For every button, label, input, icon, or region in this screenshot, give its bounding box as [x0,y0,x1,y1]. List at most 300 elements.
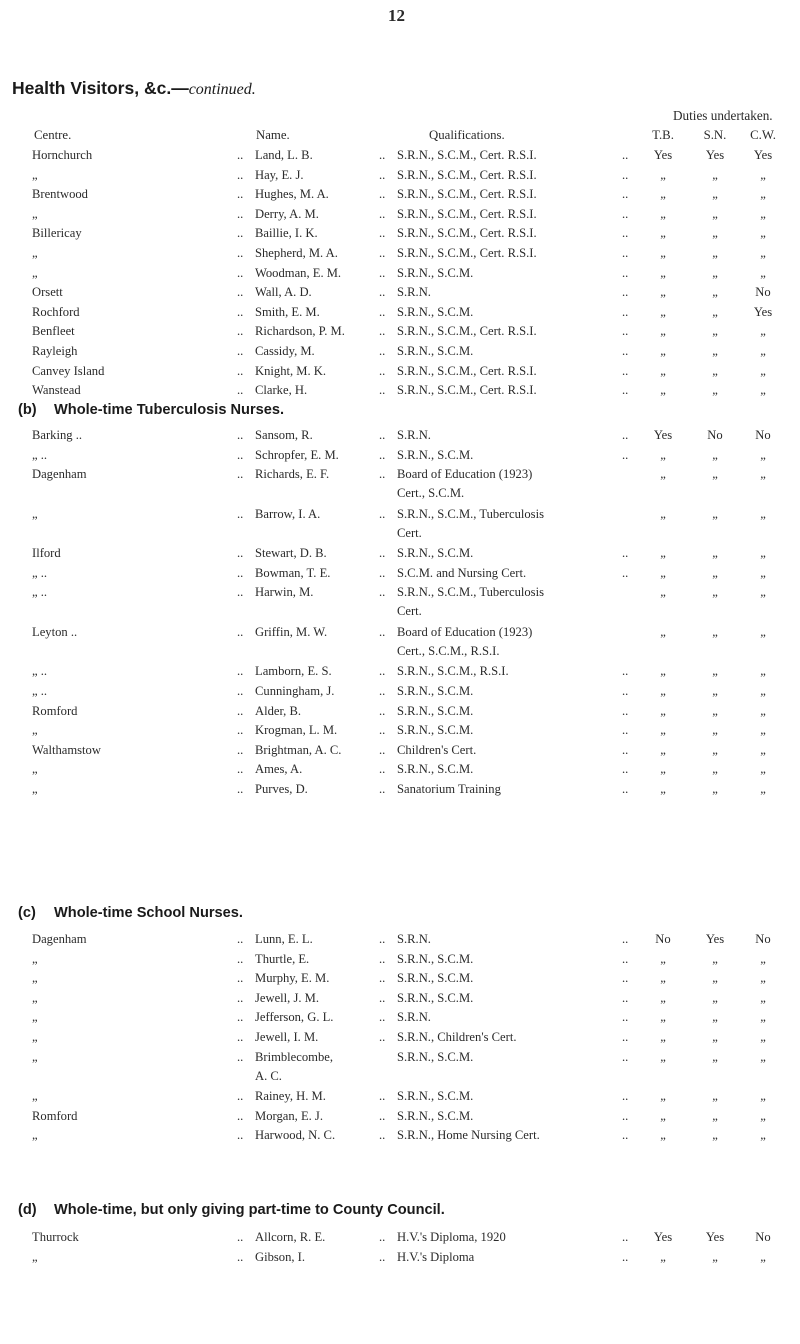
row-sn: „ [712,383,718,398]
leader-dots: .. [622,1230,629,1244]
leader-dots: .. [379,762,386,777]
row-tb: „ [660,990,666,1005]
leader-dots: .. [237,344,244,358]
table-row [0,723,800,742]
row-name: Richards, E. F. [255,467,330,482]
row-sn: „ [712,1249,718,1264]
row-name: Morgan, E. J. [255,1108,323,1123]
row-tb: „ [660,1108,666,1123]
row-qualifications: Board of Education (1923) [397,624,533,639]
leader-dots: .. [379,1089,386,1104]
row-cw: „ [760,324,766,339]
row-cw: „ [760,546,766,561]
leader-dots: .. [622,1249,629,1264]
page-number: 12 [388,6,405,25]
leader-dots: .. [622,167,629,182]
row-sn: „ [712,285,718,300]
leader-dots: .. [622,664,629,679]
leader-dots: .. [622,344,629,358]
row-sn: „ [712,684,718,698]
row-name: Lunn, E. L. [255,932,313,946]
leader-dots: .. [237,167,244,182]
row-cw: „ [760,1010,766,1025]
row-sn: „ [712,742,718,757]
leader-dots: .. [379,1249,386,1264]
row-centre: „ [32,951,38,966]
leader-dots: .. [237,148,244,162]
table-row [0,448,800,467]
row-cw: „ [760,265,766,280]
row-qualifications: S.R.N. [397,932,431,946]
leader-dots: .. [379,226,386,241]
row-centre: „ [32,1049,38,1064]
table-row [0,546,800,565]
row-tb: „ [660,546,666,561]
row-tb: „ [660,585,666,600]
row-tb: „ [660,383,666,398]
table-row [0,428,800,447]
row-cw: „ [760,664,766,679]
row-centre: „ [32,206,38,221]
leader-dots: .. [379,246,386,260]
row-sn: „ [712,506,718,521]
page-heading [12,78,256,99]
row-centre: Brentwood [32,187,88,202]
leader-dots: .. [237,565,244,580]
row-centre: „ [32,167,38,182]
row-name: Rainey, H. M. [255,1089,326,1104]
row-tb: „ [660,265,666,280]
row-cw: „ [760,951,766,966]
row-sn: „ [712,467,718,482]
table-row [0,1109,800,1128]
row-centre: „ [32,1128,38,1143]
row-sn: „ [712,585,718,600]
leader-dots: .. [622,1049,629,1064]
row-tb: „ [660,1249,666,1264]
leader-dots: .. [237,951,244,966]
leader-dots: .. [622,148,629,162]
row-name: Jewell, I. M. [255,1030,319,1044]
row-sn: „ [712,624,718,639]
leader-dots: .. [379,723,386,738]
row-centre: Rochford [32,304,80,319]
row-qualifications: S.R.N., S.C.M., Cert. R.S.I. [397,383,537,398]
leader-dots: .. [379,324,386,339]
row-centre: Dagenham [32,467,87,482]
row-tb: „ [660,167,666,182]
heading-dash: — [171,78,189,98]
table-row [0,782,800,801]
leader-dots: .. [379,1010,386,1025]
cw-header: C.W. [750,128,776,142]
row-tb: „ [660,344,666,358]
row-name: Sansom, R. [255,428,313,442]
leader-dots: .. [622,703,629,718]
sn-header: S.N. [703,128,727,142]
row-name: Jewell, J. M. [255,990,320,1005]
leader-dots: .. [622,206,629,221]
row-centre: Orsett [32,285,63,300]
leader-dots: .. [379,187,386,202]
table-row [0,285,800,304]
row-sn: „ [712,1089,718,1104]
row-qualifications: S.R.N., S.C.M. [397,990,474,1005]
row-qualifications: S.R.N., S.C.M., Tuberculosis [397,585,544,600]
row-name: Baillie, I. K. [255,226,318,241]
row-cw: „ [760,565,766,580]
row-cw: „ [760,187,766,202]
table-row [0,932,800,951]
row-qualifications: S.R.N., S.C.M., Tuberculosis [397,506,544,521]
row-qualifications: S.R.N., S.C.M. [397,971,474,986]
row-sn: „ [712,1128,718,1143]
leader-dots: .. [379,383,386,398]
row-qualifications: S.R.N., S.C.M., Cert. R.S.I. [397,363,537,378]
section-c-letter: (c) [18,905,36,921]
row-sn: „ [712,304,718,319]
leader-dots: .. [237,1249,244,1264]
row-cw: „ [760,467,766,482]
table-row [0,1049,800,1083]
leader-dots: .. [379,428,386,442]
table-row [0,1010,800,1029]
table-row [0,684,800,703]
row-name: Woodman, E. M. [255,265,342,280]
row-name: Allcorn, R. E. [255,1230,326,1244]
table-row [0,585,800,619]
leader-dots: .. [622,324,629,339]
leader-dots: .. [379,585,386,600]
row-centre: Dagenham [32,932,87,946]
leader-dots: .. [237,447,244,462]
row-name: Derry, A. M. [255,206,319,221]
row-sn: Yes [705,932,725,946]
row-tb: „ [660,363,666,378]
row-tb: „ [660,246,666,260]
row-qualifications: S.R.N., S.C.M. [397,447,474,462]
leader-dots: .. [237,324,244,339]
row-sn: Yes [705,148,725,162]
row-qualifications: H.V.'s Diploma, 1920 [397,1230,506,1244]
row-name: Jefferson, G. L. [255,1010,334,1025]
row-sn: „ [712,782,718,796]
leader-dots: .. [237,383,244,398]
leader-dots: .. [237,1128,244,1143]
row-qualifications-continued: Cert., S.C.M. [397,486,465,501]
row-qualifications-continued: Cert. [397,604,422,619]
row-centre: Wanstead [32,383,81,398]
table-row [0,305,800,324]
row-tb: Yes [653,428,673,442]
leader-dots: .. [379,363,386,378]
leader-dots: .. [237,932,244,946]
leader-dots: .. [622,971,629,986]
leader-dots: .. [237,546,244,561]
leader-dots: .. [622,723,629,738]
row-sn: „ [712,546,718,561]
heading-continued: continued. [188,81,256,98]
row-name: Land, L. B. [255,148,313,162]
leader-dots: .. [379,664,386,679]
leader-dots: .. [622,226,629,241]
leader-dots: .. [622,1010,629,1025]
row-name: Harwood, N. C. [255,1128,336,1143]
row-cw: „ [760,344,766,358]
row-name: Alder, B. [255,703,302,718]
leader-dots: .. [379,1108,386,1123]
leader-dots: .. [237,1108,244,1123]
row-centre: „ [32,971,38,986]
table-row [0,762,800,781]
leader-dots: .. [379,1128,386,1143]
row-centre: „ [32,762,38,777]
row-tb: „ [660,742,666,757]
leader-dots: .. [379,624,386,639]
leader-dots: .. [622,565,629,580]
row-qualifications: S.R.N., S.C.M., Cert. R.S.I. [397,246,537,260]
row-sn: „ [712,1010,718,1025]
row-cw: „ [760,1049,766,1064]
row-cw: „ [760,762,766,777]
row-cw: No [755,1230,771,1244]
row-sn: „ [712,971,718,986]
row-centre: Ilford [32,546,61,561]
leader-dots: .. [622,1030,629,1044]
leader-dots: .. [379,148,386,162]
row-cw: Yes [753,304,773,319]
leader-dots: .. [237,226,244,241]
row-tb: „ [660,447,666,462]
row-qualifications: S.R.N., S.C.M. [397,684,474,698]
row-cw: „ [760,585,766,600]
row-sn: „ [712,206,718,221]
row-qualifications: S.R.N., S.C.M. [397,723,474,738]
leader-dots: .. [379,782,386,796]
row-qualifications: S.R.N. [397,428,431,442]
row-name: Knight, M. K. [255,363,327,378]
row-tb: Yes [653,1230,673,1244]
leader-dots: .. [622,246,629,260]
row-qualifications: S.R.N., S.C.M. [397,546,474,561]
row-name: Richardson, P. M. [255,324,345,339]
leader-dots: .. [237,265,244,280]
row-centre: „ [32,506,38,521]
table-row [0,207,800,226]
row-cw: „ [760,971,766,986]
leader-dots: .. [237,742,244,757]
table-row [0,148,800,167]
leader-dots: .. [379,1030,386,1044]
row-sn: Yes [705,1230,725,1244]
leader-dots: .. [237,664,244,679]
leader-dots: .. [622,447,629,462]
table-row [0,187,800,206]
row-centre: Benfleet [32,324,75,339]
leader-dots: .. [237,206,244,221]
row-qualifications: Children's Cert. [397,742,477,757]
leader-dots: .. [622,951,629,966]
row-tb: „ [660,206,666,221]
row-centre: „ .. [32,585,48,600]
row-cw: „ [760,226,766,241]
leader-dots: .. [379,506,386,521]
row-sn: „ [712,1030,718,1044]
leader-dots: .. [237,703,244,718]
row-qualifications: S.R.N., S.C.M. [397,304,474,319]
table-row [0,1089,800,1108]
leader-dots: .. [237,285,244,300]
row-qualifications: S.R.N., S.C.M., Cert. R.S.I. [397,167,537,182]
row-sn: No [707,428,723,442]
row-qualifications: S.R.N. [397,285,431,300]
table-row [0,971,800,990]
row-cw: „ [760,506,766,521]
row-sn: „ [712,762,718,777]
row-tb: „ [660,723,666,738]
tb-header: T.B. [652,128,674,142]
row-qualifications: S.R.N., S.C.M. [397,1108,474,1123]
table-row [0,952,800,971]
leader-dots: .. [379,990,386,1005]
leader-dots: .. [379,206,386,221]
name-header: Name. [256,128,290,142]
leader-dots: .. [237,971,244,986]
row-sn: „ [712,167,718,182]
row-cw: „ [760,1030,766,1044]
leader-dots: .. [379,167,386,182]
row-name: Stewart, D. B. [255,546,327,561]
qualifications-header: Qualifications. [429,128,505,142]
leader-dots: .. [379,546,386,561]
row-cw: Yes [753,148,773,162]
leader-dots: .. [237,1089,244,1104]
table-row [0,743,800,762]
row-cw: „ [760,782,766,796]
row-cw: No [755,285,771,300]
row-tb: „ [660,1049,666,1064]
centre-header: Centre. [34,128,72,142]
row-qualifications: S.R.N., Home Nursing Cert. [397,1128,540,1143]
table-row [0,1030,800,1049]
row-cw: „ [760,447,766,462]
row-sn: „ [712,447,718,462]
row-name: Hughes, M. A. [255,187,329,202]
leader-dots: .. [379,932,386,946]
leader-dots: .. [237,428,244,442]
row-sn: „ [712,226,718,241]
section-b-title: Whole-time Tuberculosis Nurses. [54,402,285,418]
leader-dots: .. [622,187,629,202]
table-row [0,266,800,285]
row-name: Lamborn, E. S. [255,664,332,679]
row-centre: Hornchurch [32,148,93,162]
row-tb: „ [660,1089,666,1104]
row-name-continued: A. C. [255,1068,282,1083]
row-centre: „ .. [32,565,48,580]
row-cw: „ [760,363,766,378]
row-sn: „ [712,344,718,358]
section-d-title: Whole-time, but only giving part-time to County Council. [54,1202,445,1218]
row-centre: „ [32,1030,38,1044]
row-qualifications: S.R.N., S.C.M., Cert. R.S.I. [397,148,537,162]
row-centre: Walthamstow [32,742,101,757]
leader-dots: .. [379,951,386,966]
row-cw: „ [760,1249,766,1264]
row-sn: „ [712,703,718,718]
leader-dots: .. [622,684,629,698]
row-centre: „ [32,723,38,738]
leader-dots: .. [622,383,629,398]
leader-dots: .. [379,1230,386,1244]
row-centre: „ .. [32,684,48,698]
row-centre: Canvey Island [32,363,105,378]
row-tb: „ [660,1010,666,1025]
row-qualifications: S.R.N., S.C.M. [397,265,474,280]
row-tb: „ [660,506,666,521]
leader-dots: .. [237,187,244,202]
row-tb: „ [660,703,666,718]
table-row [0,246,800,265]
row-name: Brightman, A. C. [255,742,342,757]
row-centre: „ .. [32,447,48,462]
row-name: Murphy, E. M. [255,971,330,986]
row-qualifications: S.R.N., S.C.M. [397,344,474,358]
leader-dots: .. [622,1089,629,1104]
row-tb: „ [660,1030,666,1044]
row-name: Hay, E. J. [255,167,304,182]
row-tb: „ [660,664,666,679]
row-cw: „ [760,206,766,221]
row-qualifications: S.C.M. and Nursing Cert. [397,565,527,580]
row-qualifications: Sanatorium Training [397,782,501,796]
row-centre: Leyton .. [32,624,78,639]
leader-dots: .. [622,1108,629,1123]
leader-dots: .. [622,782,629,796]
leader-dots: .. [237,1049,244,1064]
row-tb: „ [660,324,666,339]
row-qualifications: S.R.N., S.C.M. [397,1089,474,1104]
row-centre: Romford [32,703,78,718]
row-cw: „ [760,684,766,698]
row-tb: „ [660,762,666,777]
leader-dots: .. [622,265,629,280]
table-row [0,324,800,343]
row-sn: „ [712,265,718,280]
row-cw: „ [760,383,766,398]
section-c-title: Whole-time School Nurses. [54,905,243,921]
table-row [0,991,800,1010]
row-tb: „ [660,1128,666,1143]
leader-dots: .. [379,265,386,280]
leader-dots: .. [622,742,629,757]
row-cw: „ [760,167,766,182]
row-tb: „ [660,782,666,796]
table-row [0,226,800,245]
row-qualifications: S.R.N., S.C.M., Cert. R.S.I. [397,226,537,241]
row-tb: „ [660,684,666,698]
row-name: Thurtle, E. [255,951,310,966]
row-qualifications: S.R.N., S.C.M., Cert. R.S.I. [397,324,537,339]
row-centre: „ [32,1249,38,1264]
table-row [0,1230,800,1249]
row-cw: „ [760,1108,766,1123]
row-tb: „ [660,226,666,241]
leader-dots: .. [379,703,386,718]
row-sn: „ [712,723,718,738]
row-cw: „ [760,1128,766,1143]
row-cw: „ [760,742,766,757]
